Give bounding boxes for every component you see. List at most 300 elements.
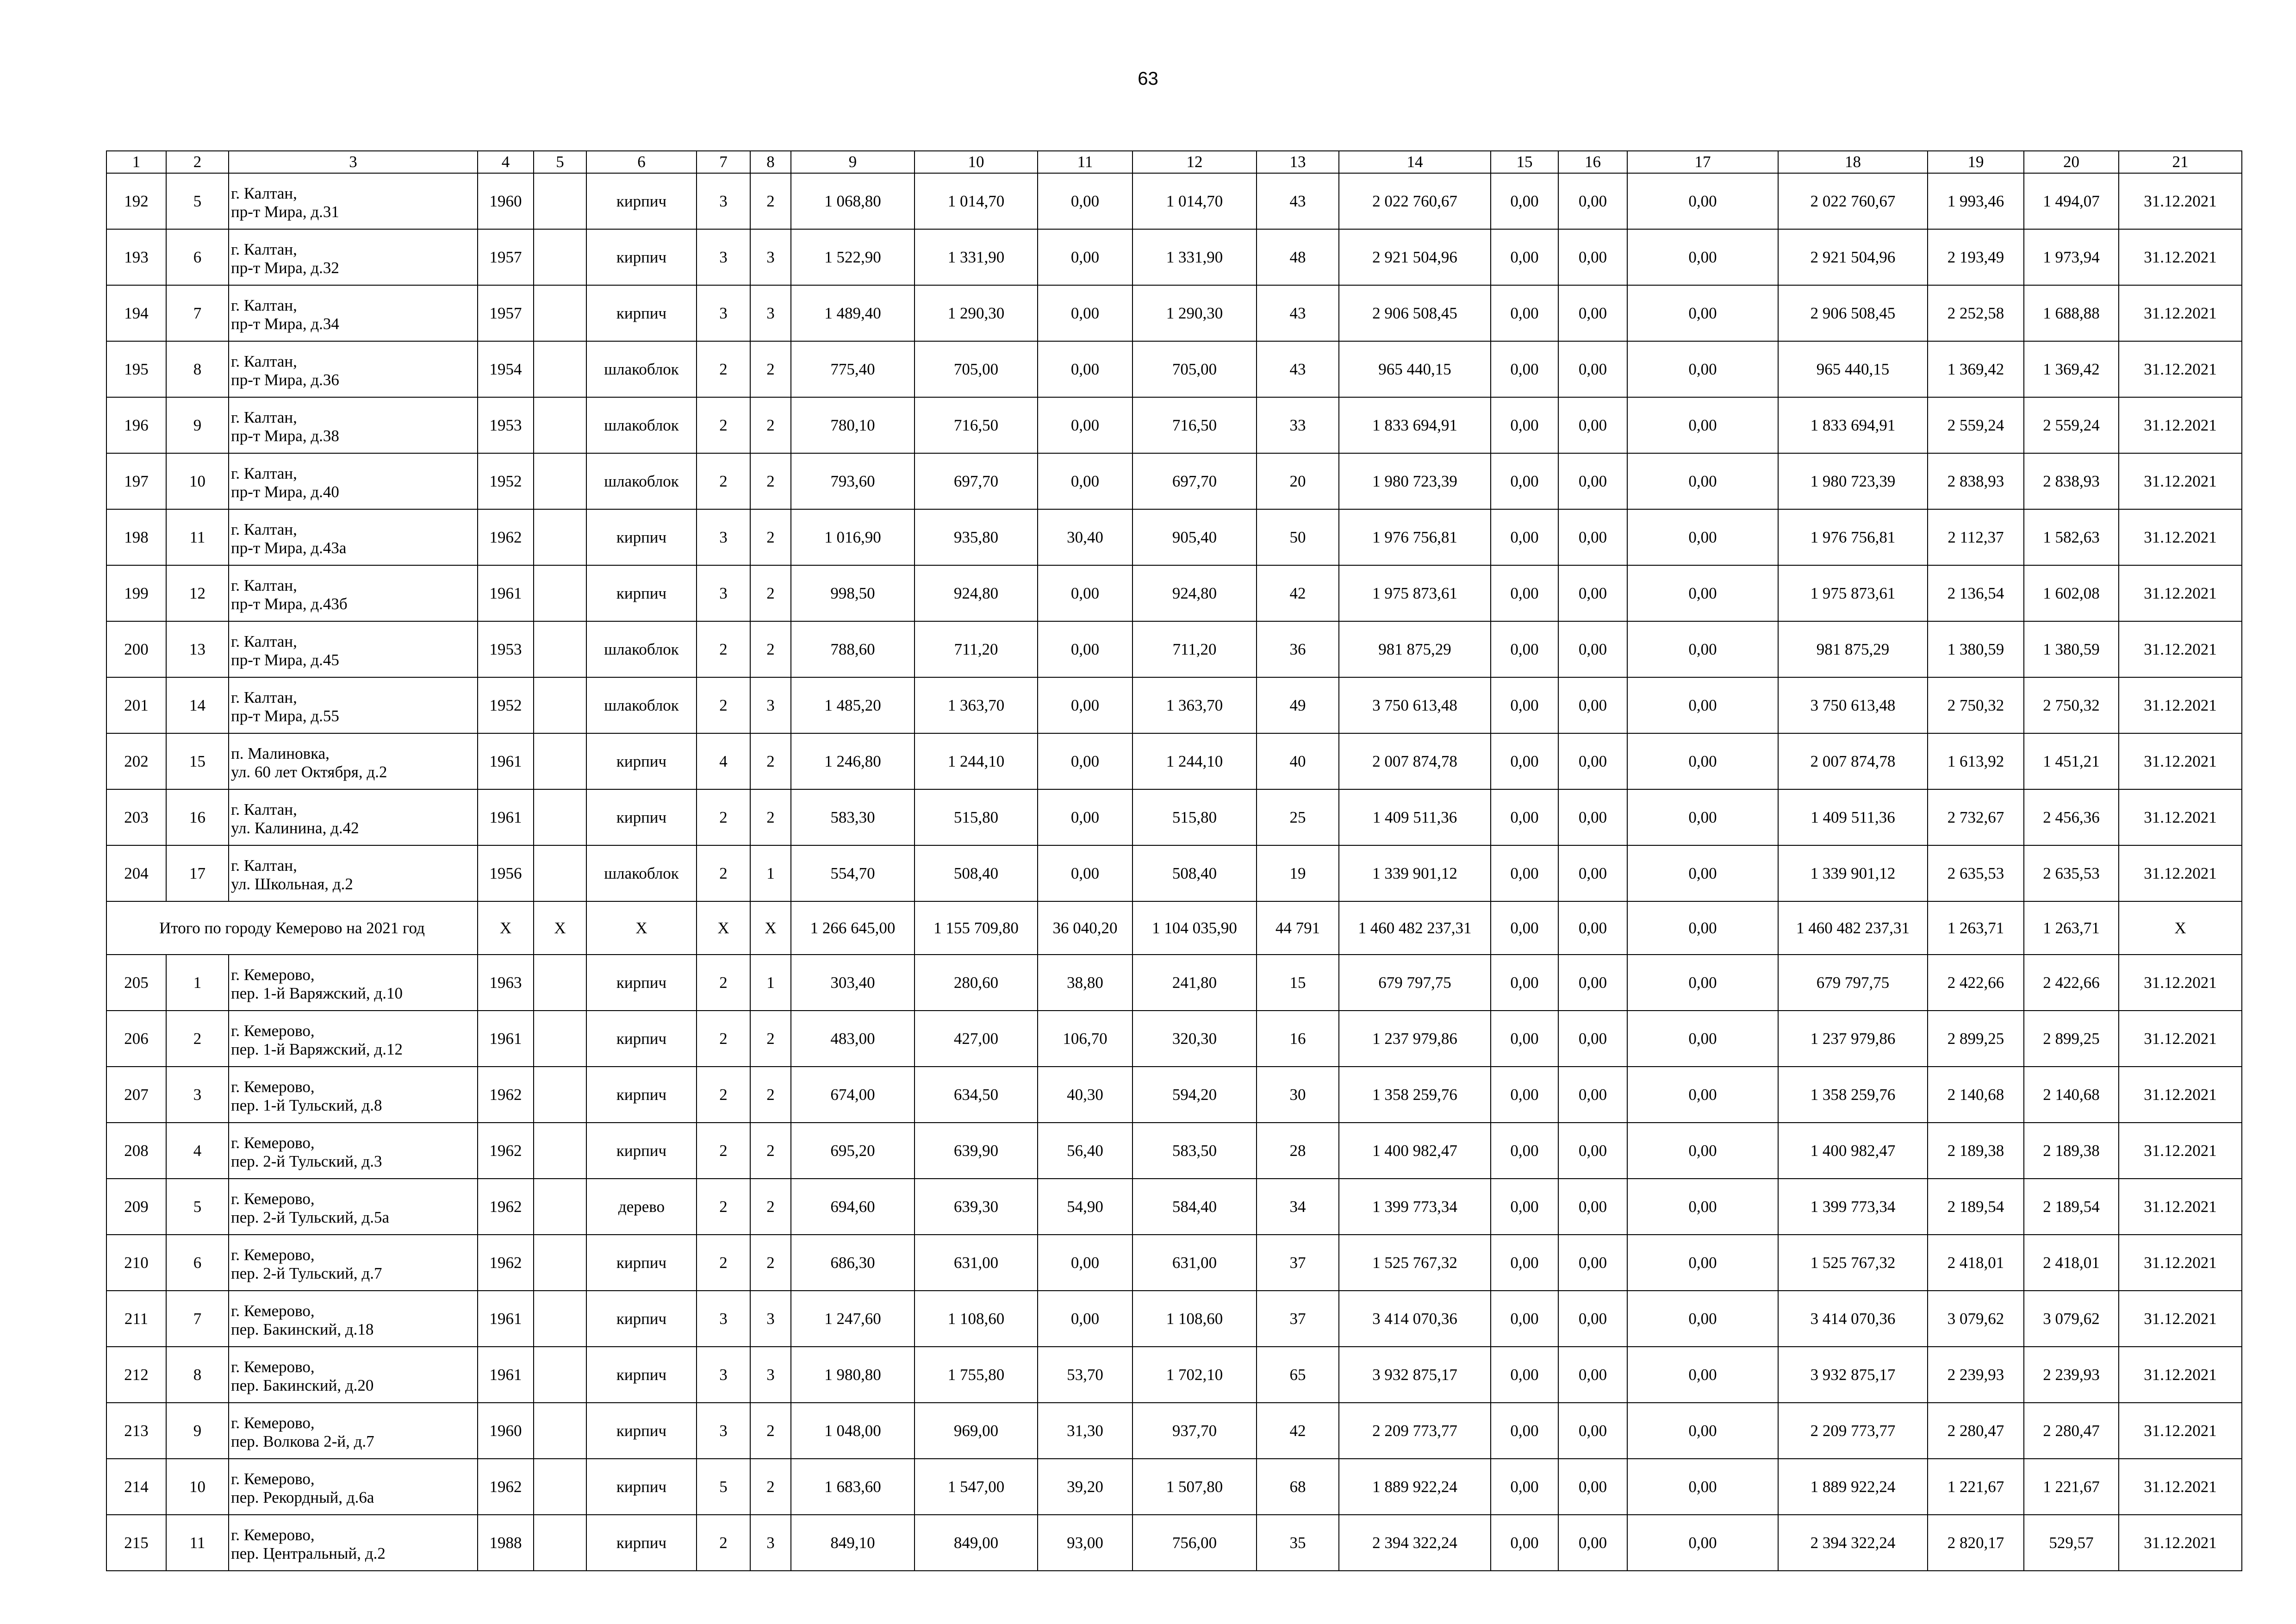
cell-col-11: 0,00 [1038, 565, 1132, 621]
cell-col-7: 2 [697, 453, 750, 509]
cell-col-17: 0,00 [1627, 1459, 1778, 1515]
cell-col-10: 935,80 [915, 509, 1038, 565]
cell-col-5 [534, 1235, 586, 1291]
total-cell-col-4: X [478, 901, 534, 955]
cell-col-7: 2 [697, 1179, 750, 1235]
cell-col-12: 924,80 [1132, 565, 1257, 621]
cell-col-9: 1 489,40 [791, 285, 915, 341]
cell-col-16: 0,00 [1558, 1403, 1627, 1459]
total-cell-col-18: 1 460 482 237,31 [1778, 901, 1928, 955]
cell-col-1: 215 [106, 1515, 166, 1571]
cell-col-15: 0,00 [1491, 565, 1558, 621]
cell-col-13: 15 [1257, 955, 1339, 1011]
address-street: пр-т Мира, д.55 [231, 706, 339, 725]
address-locality: г. Кемерово, [231, 1469, 315, 1488]
address-cell [229, 453, 478, 509]
cell-col-10: 1 290,30 [915, 285, 1038, 341]
cell-col-4: 1963 [478, 955, 534, 1011]
cell-col-20: 2 750,32 [2024, 677, 2119, 733]
cell-col-10: 705,00 [915, 341, 1038, 397]
cell-col-15: 0,00 [1491, 1179, 1558, 1235]
total-cell-col-15: 0,00 [1491, 901, 1558, 955]
cell-col-6: кирпич [586, 733, 697, 789]
address-street: пер. Бакинский, д.20 [231, 1376, 374, 1394]
cell-col-20: 1 582,63 [2024, 509, 2119, 565]
cell-col-21: 31.12.2021 [2119, 1459, 2242, 1515]
cell-col-12: 1 363,70 [1132, 677, 1257, 733]
cell-col-9: 483,00 [791, 1011, 915, 1067]
cell-col-14: 2 906 508,45 [1339, 285, 1491, 341]
cell-col-14: 1 975 873,61 [1339, 565, 1491, 621]
cell-col-1: 211 [106, 1291, 166, 1347]
cell-col-5 [534, 789, 586, 845]
cell-col-4: 1961 [478, 1011, 534, 1067]
cell-col-18: 2 906 508,45 [1778, 285, 1928, 341]
table-row [106, 1291, 2242, 1347]
total-cell-col-11: 36 040,20 [1038, 901, 1132, 955]
cell-col-13: 37 [1257, 1291, 1339, 1347]
cell-col-17: 0,00 [1627, 453, 1778, 509]
cell-col-4: 1957 [478, 229, 534, 285]
cell-col-5 [534, 509, 586, 565]
cell-col-10: 1 331,90 [915, 229, 1038, 285]
cell-col-1: 198 [106, 509, 166, 565]
cell-col-18: 1 980 723,39 [1778, 453, 1928, 509]
cell-col-4: 1953 [478, 621, 534, 677]
cell-col-15: 0,00 [1491, 397, 1558, 453]
address-cell [229, 1515, 478, 1571]
cell-col-15: 0,00 [1491, 173, 1558, 229]
column-header-20: 20 [2024, 151, 2119, 173]
cell-col-7: 3 [697, 1291, 750, 1347]
cell-col-18: 1 976 756,81 [1778, 509, 1928, 565]
column-header-19: 19 [1928, 151, 2024, 173]
address-cell [229, 509, 478, 565]
cell-col-19: 1 369,42 [1928, 341, 2024, 397]
address-street: пр-т Мира, д.43а [231, 538, 347, 557]
cell-col-20: 1 221,67 [2024, 1459, 2119, 1515]
cell-col-6: шлакоблок [586, 621, 697, 677]
cell-col-13: 50 [1257, 509, 1339, 565]
cell-col-12: 716,50 [1132, 397, 1257, 453]
cell-col-1: 207 [106, 1067, 166, 1123]
cell-col-9: 1 016,90 [791, 509, 915, 565]
cell-col-6: шлакоблок [586, 341, 697, 397]
address-cell [229, 1291, 478, 1347]
cell-col-1: 214 [106, 1459, 166, 1515]
cell-col-2: 10 [166, 1459, 229, 1515]
cell-col-1: 202 [106, 733, 166, 789]
address-cell [229, 733, 478, 789]
cell-col-14: 2 007 874,78 [1339, 733, 1491, 789]
table-row [106, 1235, 2242, 1291]
address-street: пр-т Мира, д.45 [231, 650, 339, 669]
cell-col-10: 1 014,70 [915, 173, 1038, 229]
cell-col-5 [534, 173, 586, 229]
cell-col-4: 1961 [478, 565, 534, 621]
cell-col-12: 631,00 [1132, 1235, 1257, 1291]
cell-col-21: 31.12.2021 [2119, 1179, 2242, 1235]
cell-col-20: 2 418,01 [2024, 1235, 2119, 1291]
cell-col-19: 1 993,46 [1928, 173, 2024, 229]
cell-col-13: 35 [1257, 1515, 1339, 1571]
housing-registry-table [106, 150, 2242, 1571]
table-row [106, 397, 2242, 453]
cell-col-20: 1 688,88 [2024, 285, 2119, 341]
cell-col-8: 2 [750, 733, 791, 789]
cell-col-17: 0,00 [1627, 845, 1778, 901]
cell-col-11: 0,00 [1038, 285, 1132, 341]
cell-col-2: 13 [166, 621, 229, 677]
cell-col-2: 1 [166, 955, 229, 1011]
cell-col-11: 0,00 [1038, 621, 1132, 677]
column-header-14: 14 [1339, 151, 1491, 173]
cell-col-2: 4 [166, 1123, 229, 1179]
table-row [106, 1179, 2242, 1235]
cell-col-18: 2 209 773,77 [1778, 1403, 1928, 1459]
cell-col-4: 1954 [478, 341, 534, 397]
cell-col-21: 31.12.2021 [2119, 565, 2242, 621]
cell-col-20: 2 899,25 [2024, 1011, 2119, 1067]
cell-col-2: 2 [166, 1011, 229, 1067]
cell-col-11: 38,80 [1038, 955, 1132, 1011]
cell-col-12: 711,20 [1132, 621, 1257, 677]
cell-col-21: 31.12.2021 [2119, 509, 2242, 565]
cell-col-10: 1 547,00 [915, 1459, 1038, 1515]
address-cell [229, 677, 478, 733]
cell-col-10: 1 244,10 [915, 733, 1038, 789]
cell-col-5 [534, 955, 586, 1011]
table-row [106, 229, 2242, 285]
cell-col-19: 2 239,93 [1928, 1347, 2024, 1403]
column-header-10: 10 [915, 151, 1038, 173]
cell-col-14: 1 409 511,36 [1339, 789, 1491, 845]
cell-col-5 [534, 1179, 586, 1235]
address-cell [229, 789, 478, 845]
table-row [106, 173, 2242, 229]
cell-col-14: 1 525 767,32 [1339, 1235, 1491, 1291]
cell-col-16: 0,00 [1558, 1515, 1627, 1571]
cell-col-9: 998,50 [791, 565, 915, 621]
address-street: пер. Рекордный, д.6а [231, 1488, 374, 1506]
cell-col-11: 39,20 [1038, 1459, 1132, 1515]
column-header-8: 8 [750, 151, 791, 173]
cell-col-4: 1953 [478, 397, 534, 453]
cell-col-19: 2 899,25 [1928, 1011, 2024, 1067]
cell-col-8: 2 [750, 173, 791, 229]
table-row [106, 1347, 2242, 1403]
cell-col-9: 1 485,20 [791, 677, 915, 733]
address-street: ул. 60 лет Октября, д.2 [231, 762, 387, 781]
cell-col-7: 2 [697, 845, 750, 901]
cell-col-9: 686,30 [791, 1235, 915, 1291]
address-cell [229, 1179, 478, 1235]
address-locality: г. Калтан, [231, 352, 297, 370]
table-row [106, 1515, 2242, 1571]
cell-col-16: 0,00 [1558, 621, 1627, 677]
cell-col-21: 31.12.2021 [2119, 1067, 2242, 1123]
cell-col-17: 0,00 [1627, 1235, 1778, 1291]
address-locality: п. Малиновка, [231, 744, 330, 762]
cell-col-13: 42 [1257, 1403, 1339, 1459]
cell-col-6: шлакоблок [586, 397, 697, 453]
cell-col-7: 3 [697, 285, 750, 341]
cell-col-12: 508,40 [1132, 845, 1257, 901]
address-street: пер. 2-й Тульский, д.7 [231, 1264, 382, 1282]
cell-col-16: 0,00 [1558, 1459, 1627, 1515]
cell-col-11: 31,30 [1038, 1403, 1132, 1459]
cell-col-17: 0,00 [1627, 1011, 1778, 1067]
cell-col-13: 30 [1257, 1067, 1339, 1123]
address-cell [229, 229, 478, 285]
cell-col-1: 213 [106, 1403, 166, 1459]
cell-col-6: кирпич [586, 565, 697, 621]
address-cell [229, 397, 478, 453]
cell-col-21: 31.12.2021 [2119, 621, 2242, 677]
cell-col-17: 0,00 [1627, 565, 1778, 621]
cell-col-14: 3 932 875,17 [1339, 1347, 1491, 1403]
cell-col-11: 0,00 [1038, 453, 1132, 509]
cell-col-13: 34 [1257, 1179, 1339, 1235]
cell-col-8: 3 [750, 677, 791, 733]
table-body [106, 173, 2242, 1571]
cell-col-1: 210 [106, 1235, 166, 1291]
address-cell [229, 1459, 478, 1515]
cell-col-13: 49 [1257, 677, 1339, 733]
cell-col-18: 965 440,15 [1778, 341, 1928, 397]
column-header-9: 9 [791, 151, 915, 173]
cell-col-7: 5 [697, 1459, 750, 1515]
cell-col-6: дерево [586, 1179, 697, 1235]
cell-col-5 [534, 733, 586, 789]
cell-col-2: 11 [166, 509, 229, 565]
cell-col-4: 1952 [478, 453, 534, 509]
cell-col-13: 68 [1257, 1459, 1339, 1515]
cell-col-9: 775,40 [791, 341, 915, 397]
cell-col-1: 197 [106, 453, 166, 509]
cell-col-8: 1 [750, 845, 791, 901]
cell-col-11: 0,00 [1038, 789, 1132, 845]
cell-col-10: 924,80 [915, 565, 1038, 621]
table-row [106, 845, 2242, 901]
total-cell-col-8: X [750, 901, 791, 955]
address-street: ул. Школьная, д.2 [231, 874, 353, 893]
cell-col-6: кирпич [586, 1235, 697, 1291]
cell-col-17: 0,00 [1627, 285, 1778, 341]
cell-col-12: 1 290,30 [1132, 285, 1257, 341]
cell-col-12: 1 108,60 [1132, 1291, 1257, 1347]
cell-col-8: 1 [750, 955, 791, 1011]
cell-col-10: 697,70 [915, 453, 1038, 509]
cell-col-7: 3 [697, 1403, 750, 1459]
address-cell [229, 621, 478, 677]
column-header-6: 6 [586, 151, 697, 173]
column-header-1: 1 [106, 151, 166, 173]
cell-col-15: 0,00 [1491, 621, 1558, 677]
cell-col-18: 2 007 874,78 [1778, 733, 1928, 789]
cell-col-10: 631,00 [915, 1235, 1038, 1291]
cell-col-19: 2 280,47 [1928, 1403, 2024, 1459]
address-street: пр-т Мира, д.32 [231, 258, 339, 277]
cell-col-9: 1 246,80 [791, 733, 915, 789]
cell-col-2: 16 [166, 789, 229, 845]
cell-col-9: 695,20 [791, 1123, 915, 1179]
column-header-11: 11 [1038, 151, 1132, 173]
cell-col-14: 1 976 756,81 [1339, 509, 1491, 565]
cell-col-8: 2 [750, 1459, 791, 1515]
cell-col-5 [534, 565, 586, 621]
cell-col-18: 1 889 922,24 [1778, 1459, 1928, 1515]
total-cell-col-10: 1 155 709,80 [915, 901, 1038, 955]
cell-col-8: 2 [750, 1403, 791, 1459]
cell-col-4: 1960 [478, 1403, 534, 1459]
cell-col-11: 40,30 [1038, 1067, 1132, 1123]
address-cell [229, 1123, 478, 1179]
cell-col-17: 0,00 [1627, 173, 1778, 229]
cell-col-10: 634,50 [915, 1067, 1038, 1123]
total-cell-col-6: X [586, 901, 697, 955]
cell-col-17: 0,00 [1627, 955, 1778, 1011]
address-street: пр-т Мира, д.38 [231, 426, 339, 445]
cell-col-12: 583,50 [1132, 1123, 1257, 1179]
cell-col-15: 0,00 [1491, 1347, 1558, 1403]
cell-col-6: кирпич [586, 1067, 697, 1123]
cell-col-14: 1 399 773,34 [1339, 1179, 1491, 1235]
cell-col-9: 793,60 [791, 453, 915, 509]
cell-col-14: 3 750 613,48 [1339, 677, 1491, 733]
cell-col-16: 0,00 [1558, 1179, 1627, 1235]
cell-col-8: 2 [750, 621, 791, 677]
column-header-7: 7 [697, 151, 750, 173]
table-row [106, 955, 2242, 1011]
cell-col-5 [534, 1011, 586, 1067]
cell-col-6: кирпич [586, 1515, 697, 1571]
cell-col-11: 0,00 [1038, 845, 1132, 901]
cell-col-15: 0,00 [1491, 1459, 1558, 1515]
cell-col-6: кирпич [586, 955, 697, 1011]
cell-col-12: 1 331,90 [1132, 229, 1257, 285]
cell-col-16: 0,00 [1558, 845, 1627, 901]
cell-col-13: 43 [1257, 173, 1339, 229]
address-locality: г. Кемерово, [231, 1077, 315, 1096]
cell-col-20: 1 369,42 [2024, 341, 2119, 397]
cell-col-6: кирпич [586, 285, 697, 341]
cell-col-6: кирпич [586, 789, 697, 845]
cell-col-20: 2 280,47 [2024, 1403, 2119, 1459]
cell-col-12: 697,70 [1132, 453, 1257, 509]
cell-col-19: 1 380,59 [1928, 621, 2024, 677]
cell-col-19: 2 140,68 [1928, 1067, 2024, 1123]
total-row [106, 901, 2242, 955]
address-street: пр-т Мира, д.36 [231, 370, 339, 389]
table-row [106, 285, 2242, 341]
cell-col-14: 981 875,29 [1339, 621, 1491, 677]
cell-col-7: 2 [697, 1123, 750, 1179]
cell-col-8: 2 [750, 1011, 791, 1067]
cell-col-18: 2 921 504,96 [1778, 229, 1928, 285]
column-header-5: 5 [534, 151, 586, 173]
cell-col-8: 2 [750, 1123, 791, 1179]
total-cell-col-7: X [697, 901, 750, 955]
cell-col-18: 1 358 259,76 [1778, 1067, 1928, 1123]
address-locality: г. Калтан, [231, 856, 297, 874]
cell-col-11: 56,40 [1038, 1123, 1132, 1179]
cell-col-18: 1 400 982,47 [1778, 1123, 1928, 1179]
cell-col-13: 16 [1257, 1011, 1339, 1067]
address-locality: г. Калтан, [231, 408, 297, 426]
cell-col-19: 2 418,01 [1928, 1235, 2024, 1291]
cell-col-18: 3 414 070,36 [1778, 1291, 1928, 1347]
cell-col-8: 2 [750, 509, 791, 565]
column-header-13: 13 [1257, 151, 1339, 173]
cell-col-11: 54,90 [1038, 1179, 1132, 1235]
cell-col-20: 2 422,66 [2024, 955, 2119, 1011]
cell-col-21: 31.12.2021 [2119, 1123, 2242, 1179]
cell-col-6: кирпич [586, 1011, 697, 1067]
address-locality: г. Калтан, [231, 296, 297, 314]
address-street: пер. Бакинский, д.18 [231, 1320, 374, 1338]
cell-col-16: 0,00 [1558, 955, 1627, 1011]
cell-col-12: 584,40 [1132, 1179, 1257, 1235]
cell-col-14: 1 833 694,91 [1339, 397, 1491, 453]
cell-col-11: 0,00 [1038, 733, 1132, 789]
cell-col-20: 2 189,54 [2024, 1179, 2119, 1235]
total-cell-col-21: X [2119, 901, 2242, 955]
cell-col-1: 195 [106, 341, 166, 397]
cell-col-13: 19 [1257, 845, 1339, 901]
cell-col-14: 965 440,15 [1339, 341, 1491, 397]
column-header-12: 12 [1132, 151, 1257, 173]
total-cell-col-14: 1 460 482 237,31 [1339, 901, 1491, 955]
cell-col-16: 0,00 [1558, 1067, 1627, 1123]
column-header-15: 15 [1491, 151, 1558, 173]
column-header-21: 21 [2119, 151, 2242, 173]
cell-col-9: 303,40 [791, 955, 915, 1011]
cell-col-16: 0,00 [1558, 1235, 1627, 1291]
address-locality: г. Кемерово, [231, 1357, 315, 1376]
column-header-18: 18 [1778, 151, 1928, 173]
column-header-2: 2 [166, 151, 229, 173]
cell-col-13: 43 [1257, 341, 1339, 397]
cell-col-13: 40 [1257, 733, 1339, 789]
cell-col-5 [534, 1123, 586, 1179]
cell-col-8: 2 [750, 1235, 791, 1291]
cell-col-4: 1960 [478, 173, 534, 229]
cell-col-17: 0,00 [1627, 1347, 1778, 1403]
cell-col-17: 0,00 [1627, 677, 1778, 733]
cell-col-11: 0,00 [1038, 677, 1132, 733]
address-street: пер. Волкова 2-й, д.7 [231, 1432, 374, 1450]
table-row [106, 677, 2242, 733]
cell-col-10: 427,00 [915, 1011, 1038, 1067]
cell-col-7: 2 [697, 397, 750, 453]
cell-col-7: 2 [697, 1515, 750, 1571]
cell-col-4: 1962 [478, 1235, 534, 1291]
cell-col-11: 0,00 [1038, 1235, 1132, 1291]
cell-col-21: 31.12.2021 [2119, 285, 2242, 341]
cell-col-8: 2 [750, 1067, 791, 1123]
cell-col-7: 2 [697, 1011, 750, 1067]
cell-col-21: 31.12.2021 [2119, 733, 2242, 789]
cell-col-19: 2 559,24 [1928, 397, 2024, 453]
cell-col-10: 969,00 [915, 1403, 1038, 1459]
cell-col-18: 1 409 511,36 [1778, 789, 1928, 845]
table-row [106, 1067, 2242, 1123]
cell-col-13: 28 [1257, 1123, 1339, 1179]
cell-col-19: 2 838,93 [1928, 453, 2024, 509]
cell-col-21: 31.12.2021 [2119, 1011, 2242, 1067]
table-row [106, 733, 2242, 789]
